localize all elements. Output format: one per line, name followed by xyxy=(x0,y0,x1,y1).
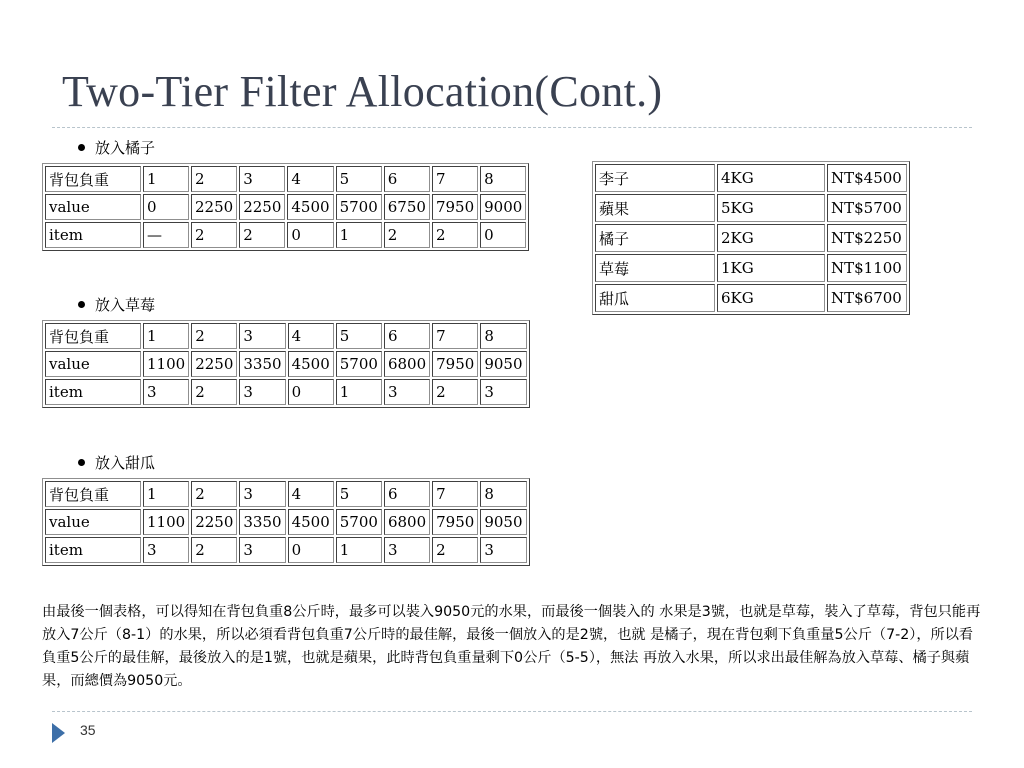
table-row-capacity xyxy=(45,481,527,507)
table-cell: 2 xyxy=(384,222,430,248)
slide-title: Two-Tier Filter Allocation(Cont.) xyxy=(62,67,663,116)
table-cell: 3 xyxy=(480,379,526,405)
fruit-price: NT$4500 xyxy=(827,164,907,192)
table-row-item xyxy=(45,222,526,248)
table-cell: 2 xyxy=(191,323,237,349)
table-row-capacity xyxy=(45,166,526,192)
table-cell: 3 xyxy=(239,537,285,563)
table-row xyxy=(595,254,907,282)
table-cell: 3 xyxy=(239,323,285,349)
table-cell: value xyxy=(45,351,141,377)
fruit-price: NT$5700 xyxy=(827,194,907,222)
table-cell: 4500 xyxy=(288,509,334,535)
fruit-price: NT$1100 xyxy=(827,254,907,282)
table-cell: — xyxy=(143,222,189,248)
table-cell: 6800 xyxy=(384,351,430,377)
table-cell: 3350 xyxy=(239,509,285,535)
page-number: 35 xyxy=(80,722,96,738)
table-cell: 5 xyxy=(336,481,382,507)
table-cell: 5700 xyxy=(336,194,382,220)
table-cell: 1 xyxy=(336,379,382,405)
fruit-name: 李子 xyxy=(595,164,715,192)
fruit-weight: 1KG xyxy=(717,254,825,282)
table-cell: 5700 xyxy=(336,351,382,377)
table-cell: 1 xyxy=(143,323,189,349)
title-divider xyxy=(52,127,972,128)
fruit-name: 蘋果 xyxy=(595,194,715,222)
table-cell: 7 xyxy=(432,166,478,192)
table-cell: 1100 xyxy=(143,351,189,377)
table-cell: 6 xyxy=(384,166,430,192)
fruit-weight: 2KG xyxy=(717,224,825,252)
table-cell: 3 xyxy=(239,166,285,192)
explanation-paragraph: 由最後一個表格，可以得知在背包負重8公斤時，最多可以裝入9050元的水果，而最後一個裝入的 水果是3號，也就是草莓，裝入了草莓，背包只能再放入7公斤（8-1）的水果，所以必須看背包負重7公斤時的最佳解，最後一個放入的是2號，也就 是橘子，現在背包剩下負重量5公斤（7-2），所以看負重5公斤的最佳解，最後放入的是1號，也就是蘋果，此時背包負重量剩下0公斤（5-5），無法 再放入水果，所以求出最佳解為放入草莓、橘子與蘋果，而總價為9050元。 xyxy=(42,604,981,689)
knapsack-table-orange xyxy=(42,163,529,251)
table-row xyxy=(595,284,907,312)
table-cell: 背包負重 xyxy=(45,481,141,507)
table-cell: 3 xyxy=(143,537,189,563)
table-cell: 8 xyxy=(480,481,526,507)
fruit-weight: 5KG xyxy=(717,194,825,222)
fruit-name: 草莓 xyxy=(595,254,715,282)
table-cell: 5 xyxy=(336,323,382,349)
section-label-text: 放入草莓 xyxy=(95,296,156,314)
table-cell: 3 xyxy=(480,537,526,563)
table-cell: 9050 xyxy=(480,509,526,535)
fruit-weight: 6KG xyxy=(717,284,825,312)
table-cell: 3 xyxy=(384,379,430,405)
table-cell: item xyxy=(45,537,141,563)
section-label-orange xyxy=(78,137,155,158)
table-cell: 2 xyxy=(191,537,237,563)
section-label-melon xyxy=(78,452,155,473)
fruit-price: NT$6700 xyxy=(827,284,907,312)
table-cell: item xyxy=(45,379,141,405)
table-row-value xyxy=(45,509,527,535)
table-cell: 1100 xyxy=(143,509,189,535)
table-row xyxy=(595,224,907,252)
table-cell: 7 xyxy=(432,323,478,349)
knapsack-table-strawberry xyxy=(42,320,530,408)
table-cell: 6750 xyxy=(384,194,430,220)
table-cell: 背包負重 xyxy=(45,166,141,192)
table-cell: 2250 xyxy=(191,194,237,220)
table-cell: 2 xyxy=(432,222,478,248)
table-row-item xyxy=(45,537,527,563)
table-row-item xyxy=(45,379,527,405)
section-label-strawberry xyxy=(78,294,155,315)
table-cell: 2 xyxy=(191,166,237,192)
table-cell: 0 xyxy=(288,379,334,405)
fruit-price-table xyxy=(592,161,910,315)
table-cell: 3 xyxy=(239,379,285,405)
table-cell: value xyxy=(45,194,141,220)
table-cell: 8 xyxy=(480,323,526,349)
table-cell: 0 xyxy=(288,537,334,563)
section-label-text: 放入甜瓜 xyxy=(95,454,156,472)
table-cell: 1 xyxy=(143,166,189,192)
triangle-bullet-icon xyxy=(52,723,65,743)
bullet-icon xyxy=(78,459,85,466)
table-cell: 3 xyxy=(384,537,430,563)
table-cell: 0 xyxy=(143,194,189,220)
table-cell: 1 xyxy=(336,537,382,563)
table-cell: 6 xyxy=(384,481,430,507)
table-cell: 5700 xyxy=(336,509,382,535)
table-row-value xyxy=(45,351,527,377)
section-label-text: 放入橘子 xyxy=(95,139,156,157)
table-cell: 4 xyxy=(288,323,334,349)
table-cell: 2 xyxy=(432,379,478,405)
table-row xyxy=(595,194,907,222)
table-cell: 4 xyxy=(288,481,334,507)
fruit-price: NT$2250 xyxy=(827,224,907,252)
table-cell: 0 xyxy=(287,222,333,248)
table-cell: 3350 xyxy=(239,351,285,377)
table-row-value xyxy=(45,194,526,220)
table-cell: 9050 xyxy=(480,351,526,377)
table-row xyxy=(595,164,907,192)
table-cell: 0 xyxy=(480,222,526,248)
table-cell: 3 xyxy=(239,481,285,507)
table-cell: 4500 xyxy=(288,351,334,377)
table-cell: 背包負重 xyxy=(45,323,141,349)
table-cell: 3 xyxy=(143,379,189,405)
table-cell: 2 xyxy=(432,537,478,563)
table-cell: 2250 xyxy=(191,351,237,377)
fruit-weight: 4KG xyxy=(717,164,825,192)
table-cell: 7950 xyxy=(432,194,478,220)
table-cell: value xyxy=(45,509,141,535)
fruit-name: 橘子 xyxy=(595,224,715,252)
table-cell: 7950 xyxy=(432,509,478,535)
table-cell: 2 xyxy=(191,222,237,248)
table-row-capacity xyxy=(45,323,527,349)
table-cell: 7950 xyxy=(432,351,478,377)
bullet-icon xyxy=(78,144,85,151)
table-cell: 9000 xyxy=(480,194,526,220)
table-cell: 6800 xyxy=(384,509,430,535)
table-cell: 2250 xyxy=(239,194,285,220)
table-cell: 7 xyxy=(432,481,478,507)
table-cell: 8 xyxy=(480,166,526,192)
knapsack-table-melon xyxy=(42,478,530,566)
fruit-name: 甜瓜 xyxy=(595,284,715,312)
table-cell: item xyxy=(45,222,141,248)
table-cell: 6 xyxy=(384,323,430,349)
table-cell: 2 xyxy=(191,481,237,507)
table-cell: 5 xyxy=(336,166,382,192)
footer-divider xyxy=(52,711,972,712)
bullet-icon xyxy=(78,301,85,308)
table-cell: 4500 xyxy=(287,194,333,220)
table-cell: 1 xyxy=(143,481,189,507)
table-cell: 2 xyxy=(239,222,285,248)
table-cell: 1 xyxy=(336,222,382,248)
table-cell: 2250 xyxy=(191,509,237,535)
table-cell: 2 xyxy=(191,379,237,405)
table-cell: 4 xyxy=(287,166,333,192)
